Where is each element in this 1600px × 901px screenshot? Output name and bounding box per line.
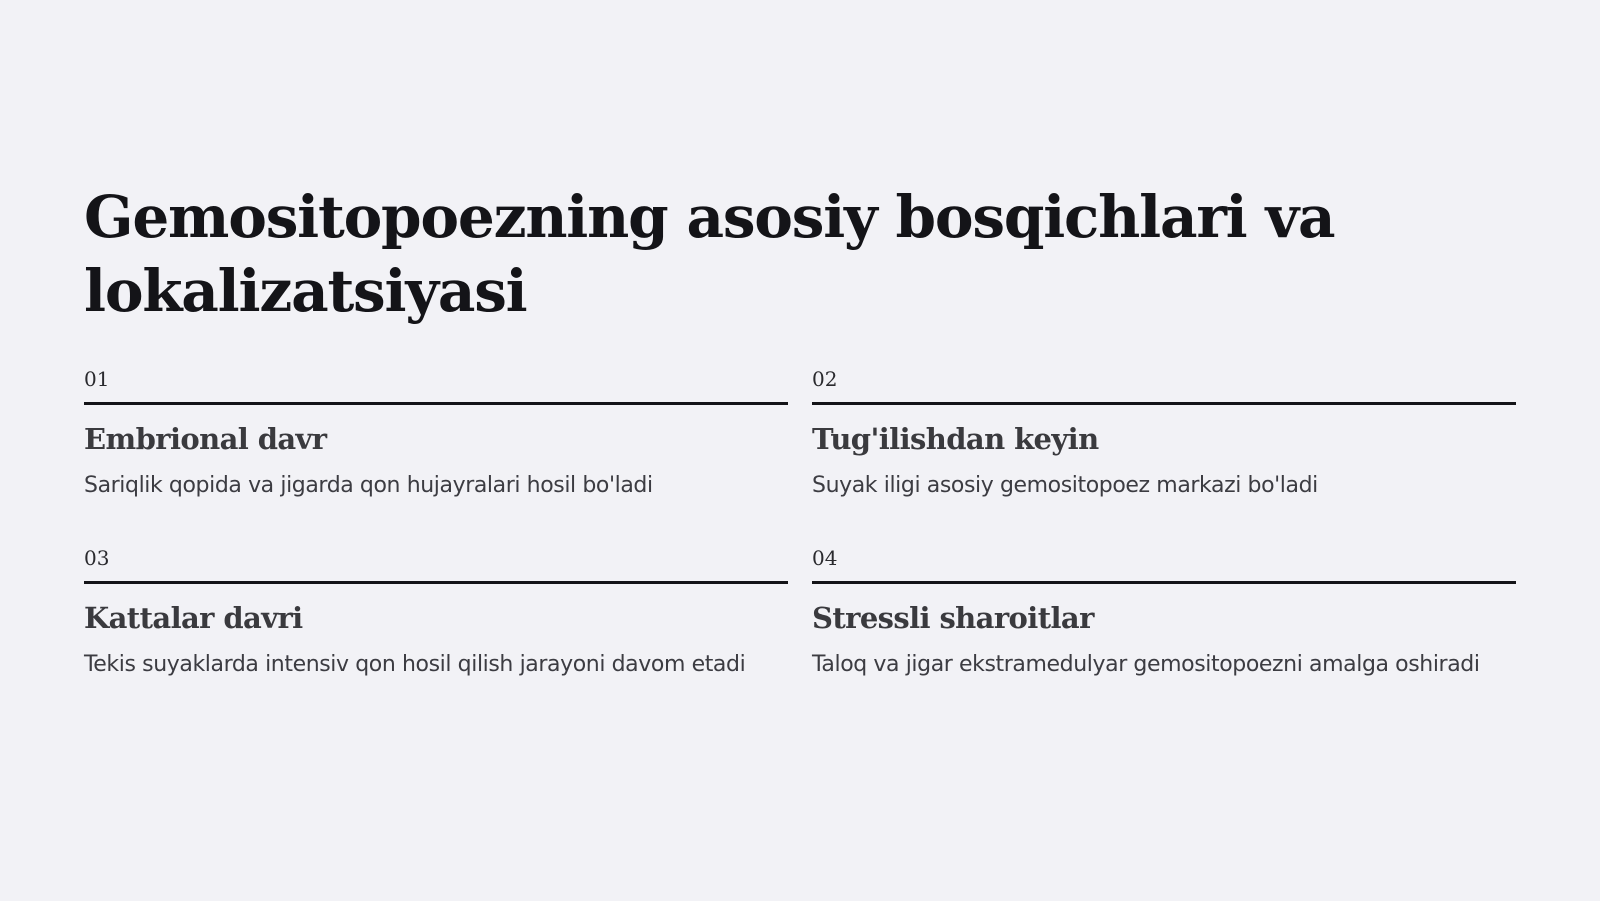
stage-item-4: [812, 545, 1516, 680]
stage-item-3: [84, 545, 788, 680]
stages-grid: [84, 366, 1516, 680]
divider: [84, 581, 788, 584]
divider: [84, 402, 788, 405]
divider: [812, 402, 1516, 405]
stage-heading: Kattalar davri: [84, 601, 303, 635]
stage-number: 01: [84, 367, 110, 391]
stage-description: Tekis suyaklarda intensiv qon hosil qilish jarayoni davom etadi: [84, 652, 746, 677]
stage-heading: Stressli sharoitlar: [812, 601, 1094, 635]
slide: [84, 180, 1516, 677]
stage-item-1: [84, 366, 788, 501]
divider: [812, 581, 1516, 584]
stage-number: 03: [84, 546, 110, 570]
stage-description: Taloq va jigar ekstramedulyar gemositopoezni amalga oshiradi: [812, 652, 1480, 677]
stage-heading: Tug'ilishdan keyin: [812, 422, 1099, 456]
stage-description: Sariqlik qopida va jigarda qon hujayralari hosil bo'ladi: [84, 473, 653, 498]
stage-item-2: [812, 366, 1516, 501]
stage-description: Suyak iligi asosiy gemositopoez markazi bo'ladi: [812, 473, 1318, 498]
slide-title: Gemositopoezning asosiy bosqichlari va lokalizatsiyasi: [84, 183, 1335, 325]
stage-heading: Embrional davr: [84, 422, 327, 456]
stage-number: 04: [812, 546, 838, 570]
stage-number: 02: [812, 367, 838, 391]
